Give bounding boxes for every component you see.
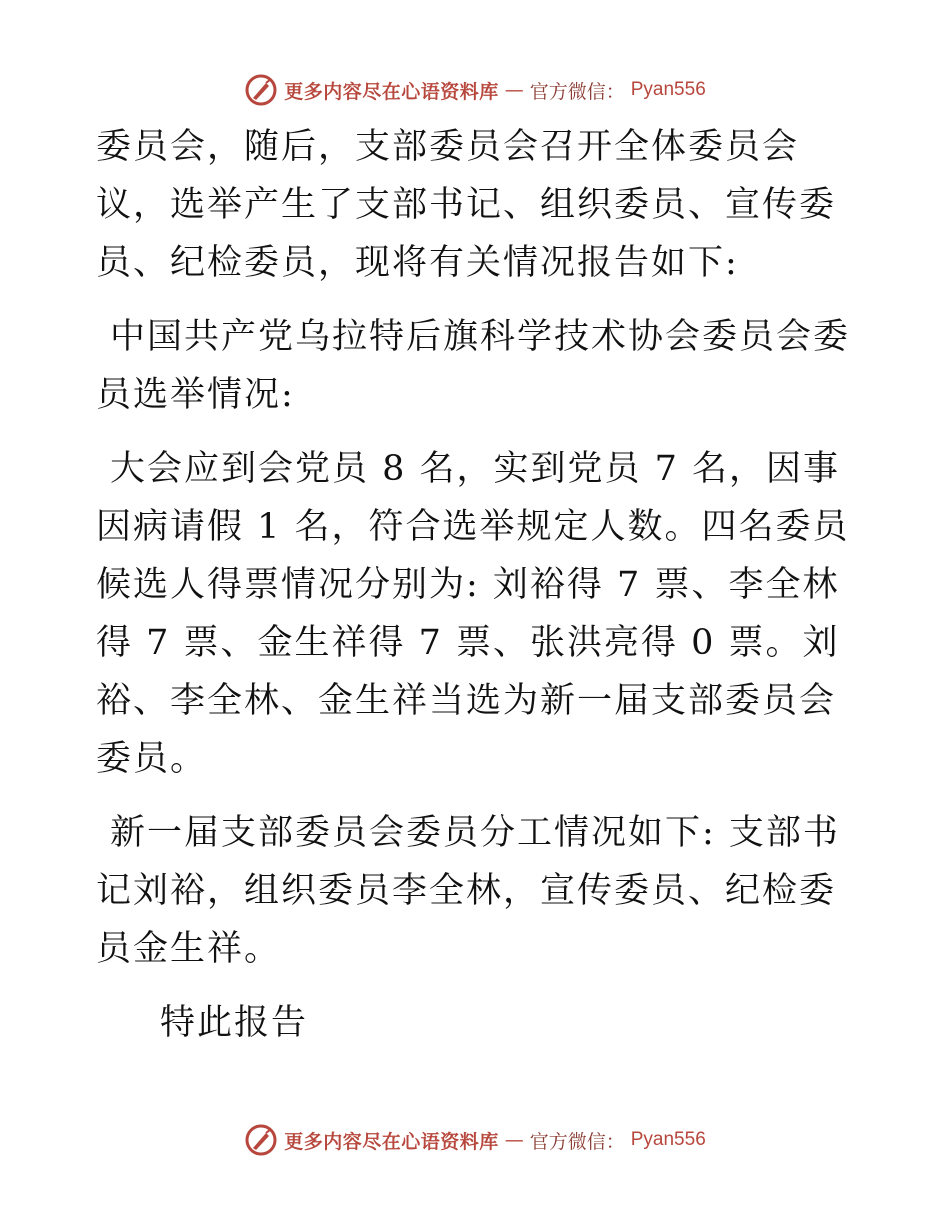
paragraph-4: 新一届支部委员会委员分工情况如下: 支部书记刘裕，组织委员李全林，宣传委员、纪检委员金生祥。	[96, 813, 840, 969]
watermark-wechat-id: Pyan556	[630, 79, 706, 100]
paragraph-2: 中国共产党乌拉特后旗科学技术协会委员会委员选举情况:	[96, 317, 851, 415]
document-body	[96, 118, 856, 1052]
watermark-main-text: 更多内容尽在心语资料库	[284, 80, 499, 103]
paragraph-1: 委员会，随后，支部委员会召开全体委员会议，选举产生了支部书记、组织委员、宣传委员、纪检委员，现将有关情况报告如下:	[96, 127, 837, 283]
watermark-dash: —	[504, 79, 524, 101]
watermark-wechat-label: 官方微信：	[529, 80, 625, 103]
watermark-wechat-id: Pyan556	[630, 1129, 706, 1150]
watermark-main-text: 更多内容尽在心语资料库	[284, 1130, 499, 1153]
quill-circle-icon	[244, 73, 278, 107]
watermark-group	[244, 1123, 706, 1157]
watermark-dash: —	[504, 1129, 524, 1151]
paragraph-3: 大会应到会党员 8 名，实到党员 7 名，因事因病请假 1 名，符合选举规定人数。四名委员候选人得票情况分别为: 刘裕得 7 票、李全林得 7 票、金生祥得 7 票、张洪亮得 0 票。刘裕、李全林、金生祥当选为新一届支部委员会委员。	[96, 449, 850, 779]
closing-line: 特此报告	[160, 1003, 309, 1043]
watermark-wechat-label: 官方微信：	[529, 1130, 625, 1153]
watermark-group	[244, 73, 706, 107]
footer-watermark	[0, 1120, 950, 1160]
header-watermark	[0, 70, 950, 110]
quill-circle-icon	[244, 1123, 278, 1157]
